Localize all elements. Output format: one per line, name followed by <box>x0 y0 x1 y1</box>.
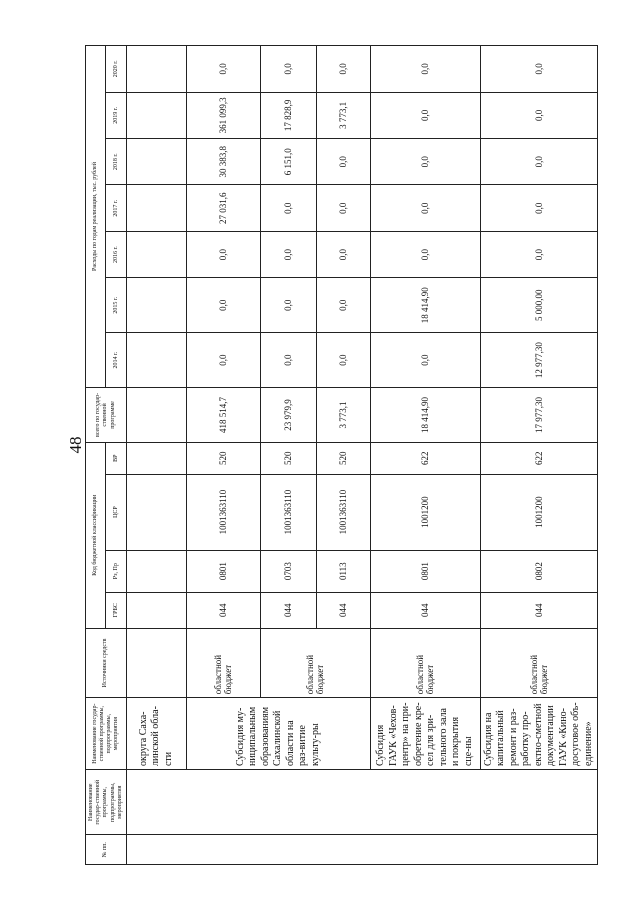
total-cell: 17 977,30 <box>480 388 598 443</box>
year-cell: 0,0 <box>316 333 370 388</box>
header-year: 2020 г. <box>106 46 126 93</box>
table-row <box>370 46 480 865</box>
budget-table-rotated <box>85 45 594 865</box>
header-csr: ЦСР <box>106 474 126 550</box>
grbs-cell: 044 <box>316 592 370 628</box>
table-row <box>480 46 598 865</box>
year-cell: 0,0 <box>370 92 480 138</box>
page-number: 48 <box>66 436 85 454</box>
rzpr-cell: 0801 <box>186 550 260 592</box>
csr-cell: 1001200 <box>480 474 598 550</box>
source-cell: областной бюджет <box>260 628 370 698</box>
year-cell: 30 383,8 <box>186 139 260 185</box>
header-rzpr: Рз, Пр <box>106 550 126 592</box>
year-cell: 0,0 <box>370 46 480 93</box>
source-cell: областной бюджет <box>186 628 260 698</box>
vr-cell: 622 <box>480 442 598 474</box>
table-row <box>126 46 186 865</box>
rzpr-cell: 0801 <box>370 550 480 592</box>
header-expenses: Расходы по годам реализации, тыс. рублей <box>86 46 106 388</box>
year-cell: 0,0 <box>186 231 260 277</box>
program-cell: Субсидия ГАУК «Чехов-центр» на при-обретение кре-сел для зри-тельного зала и покрытия сце-ны <box>370 698 480 770</box>
rzpr-cell: 0703 <box>260 550 316 592</box>
year-cell: 0,0 <box>260 278 316 333</box>
year-cell <box>126 231 186 277</box>
total-cell: 418 514,7 <box>186 388 260 443</box>
vr-cell: 520 <box>260 442 316 474</box>
year-cell: 27 031,6 <box>186 185 260 231</box>
grbs-cell: 044 <box>370 592 480 628</box>
csr-cell: 1001363110 <box>186 474 260 550</box>
header-program: Наименование государ-ственной программы, подпрограммы, мероприятия <box>86 698 127 770</box>
year-cell: 0,0 <box>186 333 260 388</box>
rzpr-cell <box>126 550 186 592</box>
year-cell: 0,0 <box>480 185 598 231</box>
year-cell: 0,0 <box>370 185 480 231</box>
year-cell: 17 828,9 <box>260 92 316 138</box>
year-cell <box>126 92 186 138</box>
total-cell: 3 773,1 <box>316 388 370 443</box>
header-vr: ВР <box>106 442 126 474</box>
vr-cell <box>126 442 186 474</box>
year-cell: 0,0 <box>186 46 260 93</box>
header-year: 2017 г. <box>106 185 126 231</box>
year-cell: 0,0 <box>316 185 370 231</box>
vr-cell: 622 <box>370 442 480 474</box>
year-cell: 0,0 <box>316 139 370 185</box>
csr-cell <box>126 474 186 550</box>
year-cell <box>126 278 186 333</box>
source-cell: областной бюджет <box>370 628 480 698</box>
year-cell <box>126 139 186 185</box>
year-cell: 0,0 <box>370 333 480 388</box>
total-cell: 18 414,90 <box>370 388 480 443</box>
year-cell: 0,0 <box>316 278 370 333</box>
header-total: всего по государ-ственной программе <box>86 388 127 443</box>
year-cell: 0,0 <box>260 333 316 388</box>
table-row <box>186 46 260 865</box>
grbs-cell: 044 <box>480 592 598 628</box>
year-cell: 0,0 <box>260 46 316 93</box>
header-year: 2015 г. <box>106 278 126 333</box>
year-cell: 0,0 <box>316 46 370 93</box>
grbs-cell: 044 <box>186 592 260 628</box>
header-year: 2019 г. <box>106 92 126 138</box>
year-cell <box>126 185 186 231</box>
header-row-1 <box>86 46 106 865</box>
year-cell: 0,0 <box>260 185 316 231</box>
total-cell: 23 979,9 <box>260 388 316 443</box>
header-num: № пп. <box>86 835 127 865</box>
year-cell: 361 099,3 <box>186 92 260 138</box>
header-year: 2018 г. <box>106 139 126 185</box>
year-cell: 12 977,30 <box>480 333 598 388</box>
year-cell <box>126 46 186 93</box>
budget-table <box>85 45 598 865</box>
year-cell: 18 414,90 <box>370 278 480 333</box>
program-cell: Субсидия на капитальный ремонт и раз-работку про-ектно-сметной документации ГАУК «Кино-досуговое объ-единение» <box>480 698 598 770</box>
header-name: Наименование государ-ственной программы, подпрограммы, мероприятия <box>86 770 127 835</box>
year-cell: 5 000,00 <box>480 278 598 333</box>
program-cell: Субсидия му-ниципальным образованиям Сахалинской области на раз-витие культу-ры <box>186 698 370 770</box>
year-cell: 0,0 <box>480 92 598 138</box>
header-year: 2016 г. <box>106 231 126 277</box>
year-cell: 6 151,0 <box>260 139 316 185</box>
year-cell: 0,0 <box>260 231 316 277</box>
source-cell <box>126 628 186 698</box>
year-cell <box>126 333 186 388</box>
year-cell: 0,0 <box>480 139 598 185</box>
year-cell: 3 773,1 <box>316 92 370 138</box>
csr-cell: 1001363110 <box>316 474 370 550</box>
header-source: Источники средств <box>86 628 127 698</box>
program-cell: округа Саха-линской обла-сти <box>126 698 186 770</box>
year-cell: 0,0 <box>480 231 598 277</box>
header-budget-code: Код бюджетной классификации <box>86 442 106 628</box>
grbs-cell <box>126 592 186 628</box>
year-cell: 0,0 <box>370 231 480 277</box>
grbs-cell: 044 <box>260 592 316 628</box>
vr-cell: 520 <box>316 442 370 474</box>
name-cell <box>126 770 598 835</box>
year-cell: 0,0 <box>480 46 598 93</box>
source-cell: областной бюджет <box>480 628 598 698</box>
year-cell: 0,0 <box>316 231 370 277</box>
vr-cell: 520 <box>186 442 260 474</box>
header-year: 2014 г. <box>106 333 126 388</box>
rzpr-cell: 0113 <box>316 550 370 592</box>
header-grbs: ГРБС <box>106 592 126 628</box>
num-cell <box>126 835 598 865</box>
rzpr-cell: 0802 <box>480 550 598 592</box>
csr-cell: 1001363110 <box>260 474 316 550</box>
year-cell: 0,0 <box>370 139 480 185</box>
year-cell: 0,0 <box>186 278 260 333</box>
total-cell <box>126 388 186 443</box>
csr-cell: 1001200 <box>370 474 480 550</box>
